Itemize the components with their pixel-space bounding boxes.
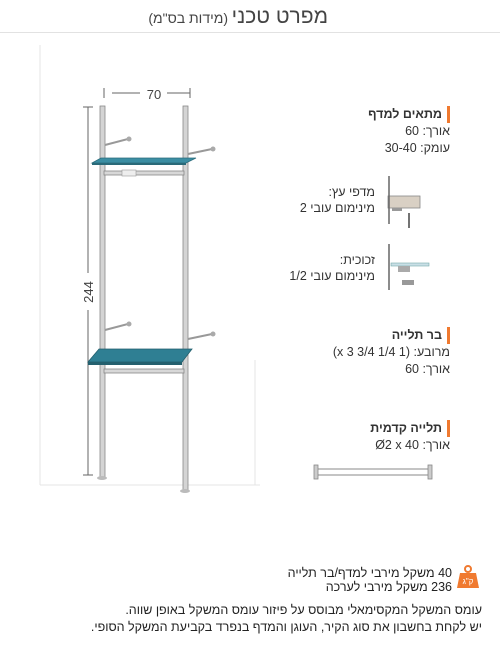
spec-front-length: אורך: Ø2 x 40 (375, 438, 450, 452)
glass-detail-base (402, 280, 414, 285)
spec-bar-length: אורך: 60 (405, 362, 450, 376)
wood-shelf-detail (388, 196, 420, 208)
right-pole-foot (180, 489, 190, 493)
bracket-knob (211, 332, 216, 337)
spec-hanging-bar (333, 327, 450, 378)
bracket-arm (188, 149, 212, 154)
bracket-knob (211, 147, 216, 152)
spec-shelf-heading: מתאים למדף (368, 106, 450, 123)
bracket-knob (127, 137, 132, 142)
wood-shelf-note (300, 184, 375, 216)
page-title: מפרט טכני (231, 5, 328, 28)
glass-note-thickness: מינימום עובי 1/2 (289, 269, 375, 283)
glass-note-title: זכוכית: (339, 253, 375, 267)
page-subtitle: (מידות בס"מ) (148, 10, 228, 26)
glass-shelf-bottom-edge (88, 362, 182, 365)
front-rail-end-left (314, 465, 318, 479)
glass-detail-clip (398, 266, 410, 272)
hanging-bar-top (104, 171, 184, 175)
hanging-bar-clip (122, 170, 136, 176)
width-label: 70 (146, 87, 162, 102)
weight-per-shelf: 40 משקל מירבי למדף/בר תלייה (287, 566, 452, 580)
footer-line-1: עומס המשקל המקסימאלי מבוסס על פיזור עומס המשקל באופן שווה. (125, 603, 482, 617)
bracket-arm (188, 334, 212, 339)
glass-shelf-top (92, 158, 196, 163)
weight-per-kit: 236 משקל מירבי לערכה (325, 580, 452, 594)
spec-bar-profile: מרובע: (1 1/4 x 3 3/4) (332, 345, 450, 359)
footer-line-2: יש לקחת בחשבון את סוג הקיר, העוגן והמדף בנפרד בקביעת המשקל הסופי. (90, 620, 482, 634)
glass-shelf-bottom (88, 349, 192, 362)
left-pole-foot (97, 476, 107, 480)
spec-shelf (368, 106, 450, 157)
glass-shelf-top-edge (92, 163, 186, 165)
bracket-knob (127, 322, 132, 327)
footer-notes (91, 602, 482, 636)
spec-shelf-length: אורך: 60 (405, 124, 450, 138)
height-label: 244 (81, 281, 96, 303)
spec-front-hanging (370, 420, 450, 454)
weight-info (288, 566, 452, 594)
spec-front-heading: תלייה קדמית (370, 420, 450, 437)
glass-detail-pane (391, 263, 429, 266)
spec-bar-heading: בר תלייה (333, 327, 450, 344)
hanging-bar-bottom (104, 369, 184, 373)
wood-note-thickness: מינימום עובי 2 (299, 201, 375, 215)
weight-icon-label: ק"ג (462, 577, 474, 586)
bracket-arm (105, 324, 128, 330)
spec-shelf-depth: עומק: 30-40 (384, 141, 450, 155)
wood-detail-bracket (392, 208, 402, 211)
weight-icon (456, 565, 480, 589)
bracket-arm (105, 139, 128, 145)
wood-note-title: מדפי עץ: (328, 185, 375, 199)
glass-shelf-note (289, 252, 375, 284)
front-rail-end-right (428, 465, 432, 479)
